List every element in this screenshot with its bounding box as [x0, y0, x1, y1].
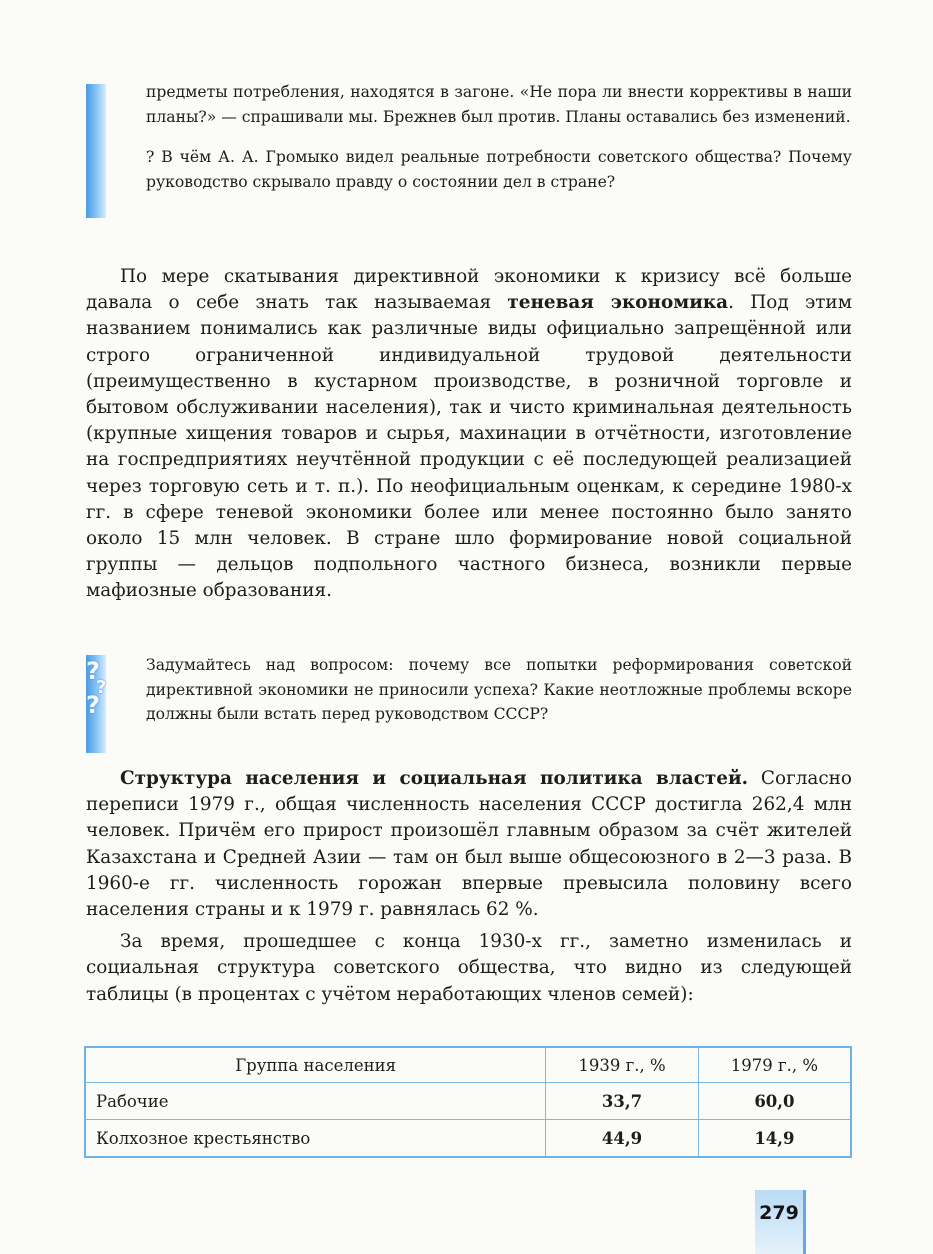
- table-cell-1979: 60,0: [698, 1083, 851, 1120]
- table-cell-1939: 33,7: [546, 1083, 699, 1120]
- paragraph1-text-end: . Под этим названием понимались как различные виды официально запрещённой или строго ограниченной индивидуальной трудовой деятельности (преимущественно в кустарном производстве, в розничной торговле и бытовом обслуживании населения), так и чисто криминальная деятельность (крупные хищения товаров и сырья, махинации в отчётности, изготовление на госпредприятиях неучтённой продукции с её последующей реализацией через торговую сеть и т. п.). По неофициальным оценкам, к середине 1980-х гг. в сфере теневой экономики более или менее постоянно было занято около 15 млн человек. В стране шло формирование новой социальной группы — дельцов подпольного частного бизнеса, возникли первые мафиозные образования.: [86, 292, 852, 602]
- table-cell-group: Рабочие: [85, 1083, 546, 1120]
- table-header-1939: 1939 г., %: [546, 1047, 699, 1083]
- paragraph-population: [86, 766, 852, 1008]
- quote-text: предметы потребления, находятся в загоне. «Не пора ли внести коррективы в наши планы?» — спрашивали мы. Брежнев был против. Планы оставались без изменений.: [146, 83, 852, 126]
- quote-accent-bar: [86, 84, 106, 218]
- think-question-block: [146, 653, 852, 727]
- table-row: [85, 1083, 851, 1120]
- paragraph-shadow-economy: [86, 264, 852, 605]
- page-number: 279: [759, 1202, 799, 1224]
- paragraph1-text-start: По мере скатывания директивной экономики к кризису всё больше давала о себе знать так называемая: [86, 266, 852, 314]
- quote-question: ? В чём А. А. Громыко видел реальные потребности советского общества? Почему руководство скрывало правду о состоянии дел в стране?: [146, 148, 852, 191]
- table-cell-group: Колхозное крестьянство: [85, 1120, 546, 1158]
- paragraph2-text: Согласно переписи 1979 г., общая численность населения СССР достигла 262,4 млн человек. Причём его прирост произошёл главным образом за счёт жителей Казахстана и Средней Азии — там он был выше общесоюзного в 2—3 раза. В 1960-е гг. численность горожан впервые превысила половину всего населения страны и к 1979 г. равнялась 62 %.: [86, 768, 852, 921]
- term-shadow-economy: теневая экономика: [507, 292, 729, 314]
- section-heading: Структура населения и социальная политика властей.: [120, 768, 749, 789]
- quote-block: [146, 80, 852, 194]
- question-marks-icon: ? ? ?: [86, 655, 106, 753]
- table-cell-1979: 14,9: [698, 1120, 851, 1158]
- table-cell-1939: 44,9: [546, 1120, 699, 1158]
- population-table: [84, 1046, 852, 1158]
- paragraph3-text: За время, прошедшее с конца 1930-х гг., заметно изменилась и социальная структура советского общества, что видно из следующей таблицы (в процентах с учётом неработающих членов семей):: [86, 931, 852, 1005]
- table-row: [85, 1120, 851, 1158]
- page-number-tab: [755, 1190, 806, 1254]
- think-question-text: Задумайтесь над вопросом: почему все попытки реформирования советской директивной экономики не приносили успеха? Какие неотложные проблемы вскоре должны были встать перед руководством СССР?: [146, 656, 852, 723]
- table-header-group: Группа населения: [85, 1047, 546, 1083]
- table-header-1979: 1979 г., %: [698, 1047, 851, 1083]
- table-header-row: [85, 1047, 851, 1083]
